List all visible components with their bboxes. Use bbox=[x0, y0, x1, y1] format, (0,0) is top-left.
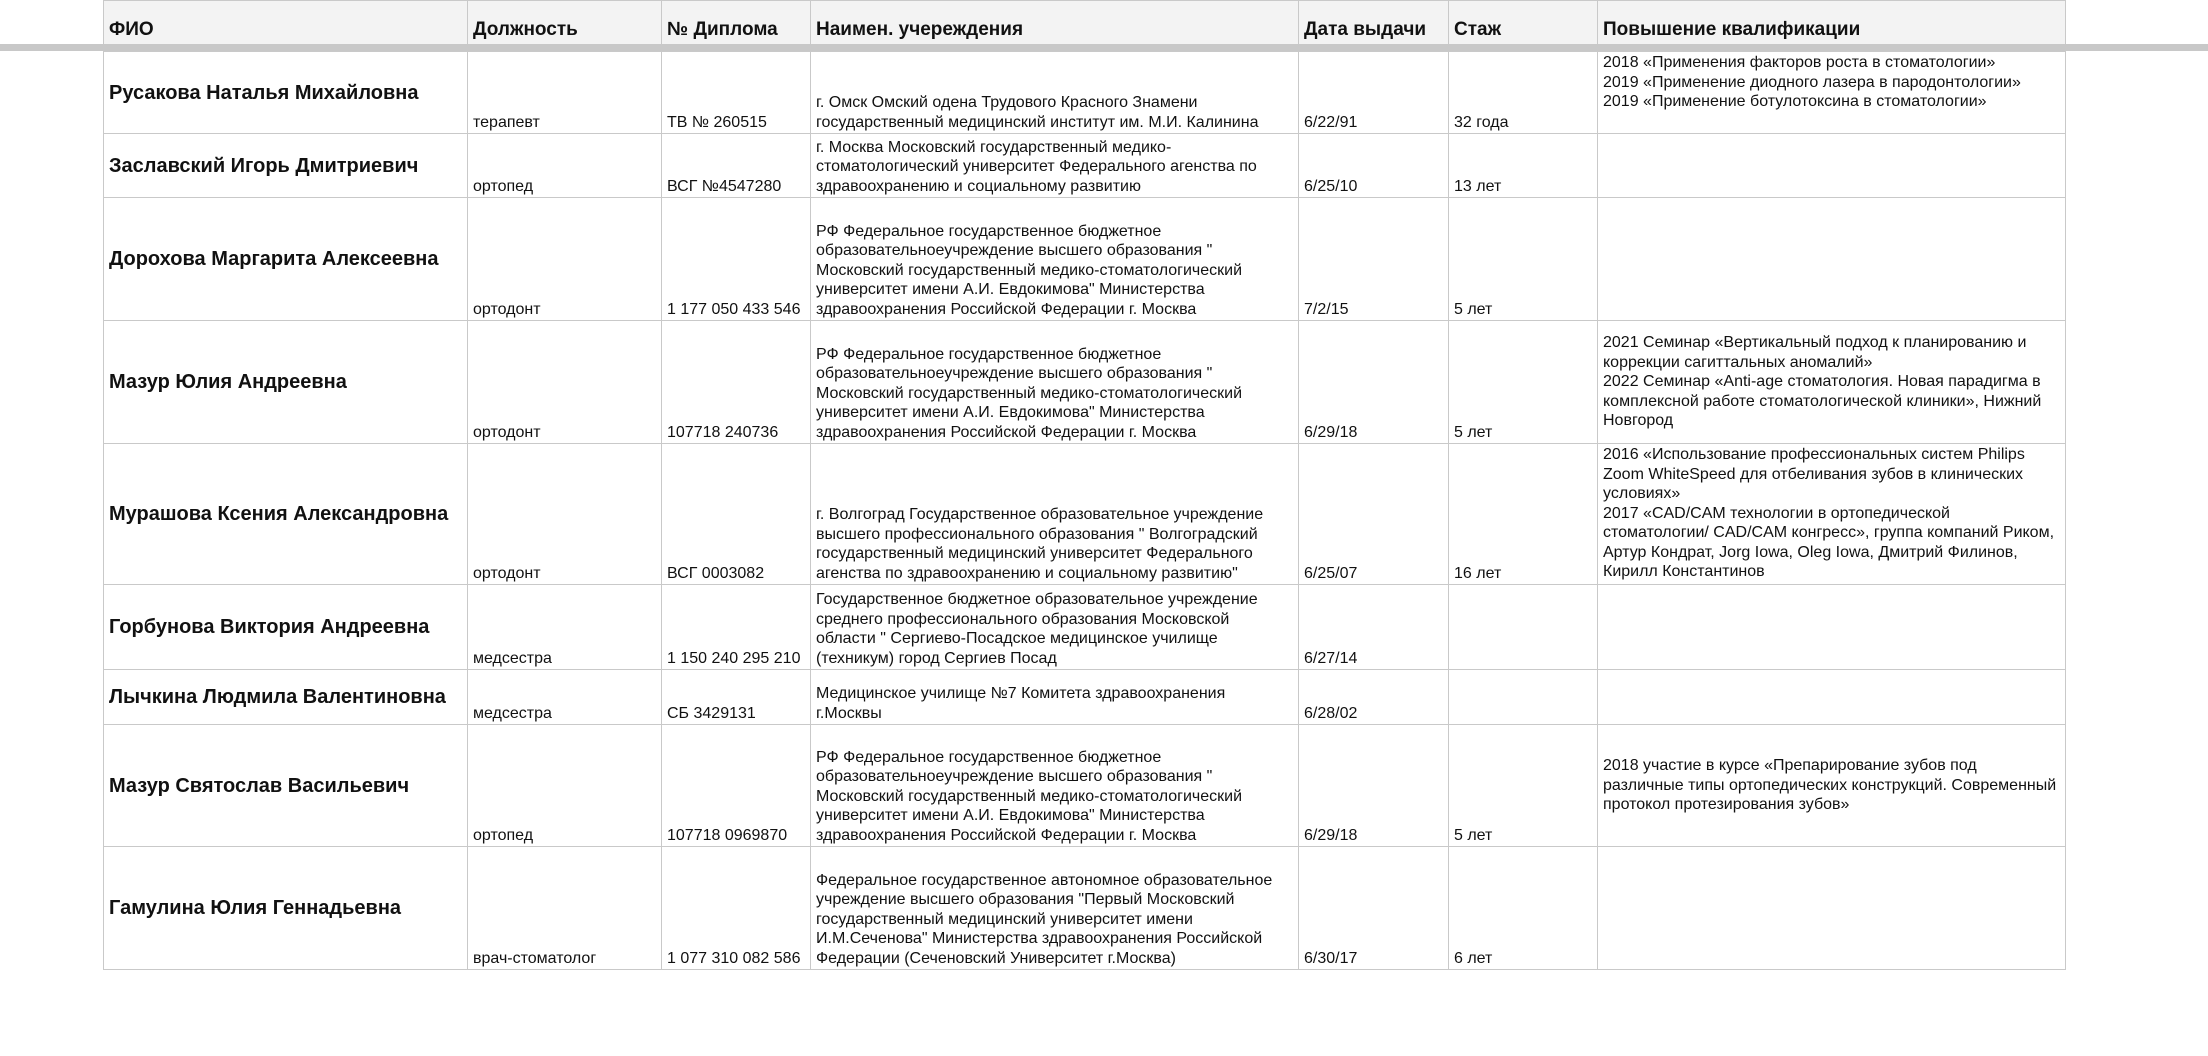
frozen-header-divider bbox=[0, 44, 2208, 51]
cell-position[interactable]: ортопед bbox=[468, 134, 662, 198]
cell-diploma[interactable]: ВСГ 0003082 bbox=[662, 444, 811, 585]
cell-diploma[interactable]: СБ 3429131 bbox=[662, 670, 811, 725]
header-position[interactable]: Должность bbox=[468, 1, 662, 45]
header-row bbox=[104, 1, 2066, 45]
cell-fio[interactable]: Дорохова Маргарита Алексеевна bbox=[104, 198, 468, 321]
cell-diploma[interactable]: ВСГ №4547280 bbox=[662, 134, 811, 198]
cell-date[interactable]: 6/28/02 bbox=[1299, 670, 1449, 725]
cell-fio[interactable]: Гамулина Юлия Геннадьевна bbox=[104, 847, 468, 970]
cell-institution[interactable]: Федеральное государственное автономное образовательное учреждение высшего образования "Первый Московский государственный медицинский университет имени И.М.Сеченова" Министерства здравоохранения Российской Федерации (Сеченовский Университет г.Москва) bbox=[811, 847, 1299, 970]
header-qualification[interactable]: Повышение квалификации bbox=[1598, 1, 2066, 45]
cell-position[interactable]: терапевт bbox=[468, 52, 662, 134]
cell-institution[interactable]: Медицинское училище №7 Комитета здравоохранения г.Москвы bbox=[811, 670, 1299, 725]
cell-position[interactable]: ортопед bbox=[468, 725, 662, 847]
cell-qualification[interactable] bbox=[1598, 134, 2066, 198]
cell-date[interactable]: 6/29/18 bbox=[1299, 725, 1449, 847]
cell-position[interactable]: ортодонт bbox=[468, 444, 662, 585]
cell-position[interactable]: ортодонт bbox=[468, 321, 662, 444]
cell-position[interactable]: врач-стоматолог bbox=[468, 847, 662, 970]
cell-experience[interactable]: 32 года bbox=[1449, 52, 1598, 134]
cell-fio[interactable]: Мурашова Ксения Александровна bbox=[104, 444, 468, 585]
cell-experience[interactable]: 5 лет bbox=[1449, 725, 1598, 847]
cell-position[interactable]: медсестра bbox=[468, 585, 662, 670]
cell-diploma[interactable]: 107718 240736 bbox=[662, 321, 811, 444]
table-row bbox=[104, 444, 2066, 585]
cell-qualification[interactable]: 2018 «Применения факторов роста в стоматологии» 2019 «Применение диодного лазера в пародонтологии» 2019 «Применение ботулотоксина в стоматологии» bbox=[1598, 52, 2066, 134]
cell-fio[interactable]: Мазур Юлия Андреевна bbox=[104, 321, 468, 444]
cell-diploma[interactable]: 1 077 310 082 586 bbox=[662, 847, 811, 970]
cell-fio[interactable]: Горбунова Виктория Андреевна bbox=[104, 585, 468, 670]
cell-institution[interactable]: РФ Федеральное государственное бюджетное образовательноеучреждение высшего образования " Московский государственный медико-стоматологический университет имени А.И. Евдокимова" Министерства здравоохранения Российской Федерации г. Москва bbox=[811, 198, 1299, 321]
cell-experience[interactable]: 5 лет bbox=[1449, 198, 1598, 321]
cell-position[interactable]: медсестра bbox=[468, 670, 662, 725]
cell-experience[interactable]: 5 лет bbox=[1449, 321, 1598, 444]
cell-fio[interactable]: Русакова Наталья Михайловна bbox=[104, 52, 468, 134]
cell-position[interactable]: ортодонт bbox=[468, 198, 662, 321]
table-row bbox=[104, 134, 2066, 198]
cell-experience[interactable] bbox=[1449, 670, 1598, 725]
table-row bbox=[104, 52, 2066, 134]
header-diploma[interactable]: № Диплома bbox=[662, 1, 811, 45]
table-row bbox=[104, 321, 2066, 444]
cell-fio[interactable]: Мазур Святослав Васильевич bbox=[104, 725, 468, 847]
cell-date[interactable]: 6/30/17 bbox=[1299, 847, 1449, 970]
cell-institution[interactable]: РФ Федеральное государственное бюджетное образовательноеучреждение высшего образования " Московский государственный медико-стоматологический университет имени А.И. Евдокимова" Министерства здравоохранения Российской Федерации г. Москва bbox=[811, 321, 1299, 444]
cell-date[interactable]: 6/29/18 bbox=[1299, 321, 1449, 444]
header-institution[interactable]: Наимен. учереждения bbox=[811, 1, 1299, 45]
cell-experience[interactable]: 13 лет bbox=[1449, 134, 1598, 198]
staff-table bbox=[103, 0, 2066, 970]
header-fio[interactable]: ФИО bbox=[104, 1, 468, 45]
cell-qualification[interactable]: 2018 участие в курсе «Препарирование зубов под различные типы ортопедических конструкций. Современный протокол протезирования зубов» bbox=[1598, 725, 2066, 847]
cell-qualification[interactable] bbox=[1598, 585, 2066, 670]
cell-fio[interactable]: Заславский Игорь Дмитриевич bbox=[104, 134, 468, 198]
cell-date[interactable]: 6/25/10 bbox=[1299, 134, 1449, 198]
cell-date[interactable]: 6/27/14 bbox=[1299, 585, 1449, 670]
cell-qualification[interactable]: 2021 Семинар «Вертикальный подход к планированию и коррекции сагиттальных аномалий» 2022 Семинар «Anti-age стоматология. Новая парадигма в комплексной работе стоматологической клиники», Нижний Новгород bbox=[1598, 321, 2066, 444]
cell-date[interactable]: 6/22/91 bbox=[1299, 52, 1449, 134]
cell-experience[interactable]: 16 лет bbox=[1449, 444, 1598, 585]
cell-diploma[interactable]: 107718 0969870 bbox=[662, 725, 811, 847]
cell-institution[interactable]: Государственное бюджетное образовательное учреждение среднего профессионального образования Московской области " Сергиево-Посадское медицинское училище (техникум) город Сергиев Посад bbox=[811, 585, 1299, 670]
cell-experience[interactable]: 6 лет bbox=[1449, 847, 1598, 970]
table-row bbox=[104, 585, 2066, 670]
cell-fio[interactable]: Лычкина Людмила Валентиновна bbox=[104, 670, 468, 725]
header-date[interactable]: Дата выдачи bbox=[1299, 1, 1449, 45]
cell-date[interactable]: 6/25/07 bbox=[1299, 444, 1449, 585]
cell-qualification[interactable]: 2016 «Использование профессиональных систем Philips Zoom WhiteSpeed для отбеливания зубов в клинических условиях» 2017 «CAD/CAM технологии в ортопедической стоматологии/ CAD/CAM конгресс», группа компаний Риком, Артур Кондрат, Jorg Iowa, Oleg Iowa, Дмитрий Филинов, Кирилл Константинов bbox=[1598, 444, 2066, 585]
cell-institution[interactable]: г. Омск Омский одена Трудового Красного Знамени государственный медицинский институт им. М.И. Калинина bbox=[811, 52, 1299, 134]
cell-diploma[interactable]: 1 177 050 433 546 bbox=[662, 198, 811, 321]
cell-diploma[interactable]: ТВ № 260515 bbox=[662, 52, 811, 134]
cell-date[interactable]: 7/2/15 bbox=[1299, 198, 1449, 321]
table-row bbox=[104, 198, 2066, 321]
cell-institution[interactable]: г. Москва Московский государственный медико-стоматологический университет Федерального агенства по здравоохранению и социальному развитию bbox=[811, 134, 1299, 198]
table-row bbox=[104, 847, 2066, 970]
cell-experience[interactable] bbox=[1449, 585, 1598, 670]
cell-institution[interactable]: РФ Федеральное государственное бюджетное образовательноеучреждение высшего образования " Московский государственный медико-стоматологический университет имени А.И. Евдокимова" Министерства здравоохранения Российской Федерации г. Москва bbox=[811, 725, 1299, 847]
cell-institution[interactable]: г. Волгоград Государственное образовательное учреждение высшего профессионального образования " Волгоградский государственный медицинский университет Федерального агенства по здравоохранению и социальному развитию" bbox=[811, 444, 1299, 585]
cell-qualification[interactable] bbox=[1598, 670, 2066, 725]
cell-qualification[interactable] bbox=[1598, 847, 2066, 970]
cell-qualification[interactable] bbox=[1598, 198, 2066, 321]
table-row bbox=[104, 670, 2066, 725]
table-row bbox=[104, 725, 2066, 847]
header-experience[interactable]: Стаж bbox=[1449, 1, 1598, 45]
cell-diploma[interactable]: 1 150 240 295 210 bbox=[662, 585, 811, 670]
